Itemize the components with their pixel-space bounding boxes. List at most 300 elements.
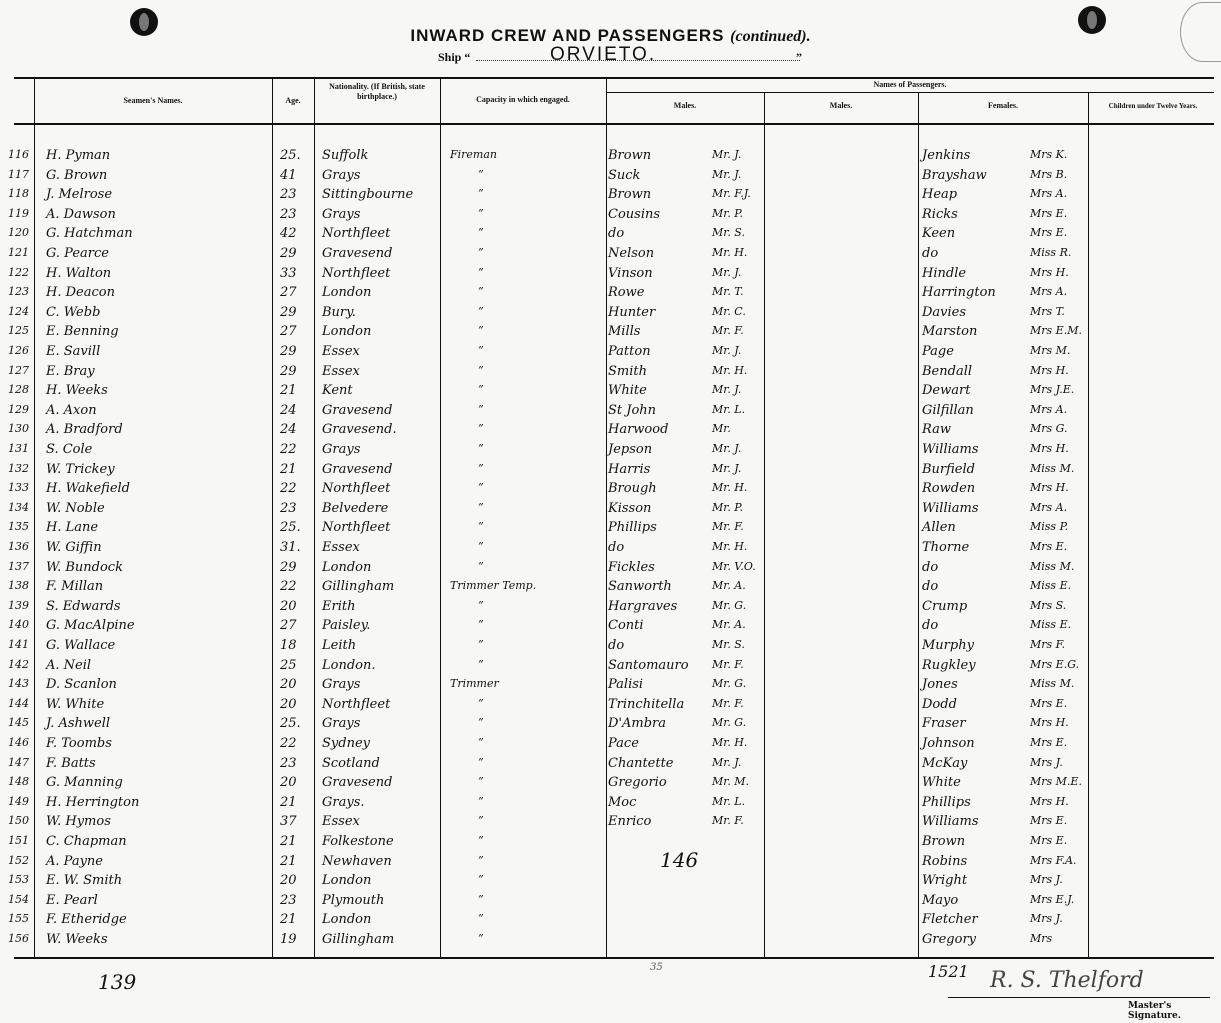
seaman-capacity: Trimmer Temp. [450,579,537,592]
seaman-capacity: ” [478,285,484,298]
seaman-name: W. Weeks [46,932,108,947]
row-number: 148 [8,775,29,788]
female-passenger-name: Jones [922,677,958,692]
master-signature: R. S. Thelford [990,968,1144,993]
row-number: 125 [8,324,29,337]
seaman-nationality: Belvedere [322,501,389,516]
seaman-name: W. Bundock [46,560,123,575]
female-passenger-title: Miss P. [1030,520,1069,533]
seaman-age: 41 [280,168,297,183]
col-rule-7 [918,93,919,958]
header-children: Children under Twelve Years. [1108,102,1198,110]
seaman-capacity: ” [478,246,484,259]
seaman-name: A. Axon [46,403,97,418]
male-passenger-name: Brown [608,187,652,202]
seaman-age: 23 [280,501,297,516]
col-rule-2 [272,78,273,958]
female-passenger-name: Ricks [922,207,958,222]
seaman-name: A. Neil [46,658,92,673]
seaman-age: 20 [280,599,297,614]
female-passenger-title: Mrs T. [1030,305,1065,318]
female-passenger-name: Bendall [922,364,973,379]
row-number: 149 [8,795,29,808]
female-passenger-title: Mrs M.E. [1030,775,1082,788]
female-passenger-name: Phillips [922,795,971,810]
female-passenger-title: Mrs H. [1030,442,1069,455]
seaman-name: G. Wallace [46,638,116,653]
male-passenger-title: Mr. J. [712,344,742,357]
seaman-age: 23 [280,187,297,202]
seaman-nationality: Gillingham [322,932,395,947]
row-number: 142 [8,658,29,671]
female-passenger-title: Mrs F.A. [1030,854,1077,867]
seaman-capacity: ” [478,716,484,729]
col-rule-1 [34,78,35,958]
col-rule-4 [440,78,441,958]
male-passenger-title: Mr. C. [712,305,746,318]
seaman-name: F. Batts [46,756,96,771]
female-passenger-name: Thorne [922,540,970,555]
female-passenger-name: Heap [922,187,958,202]
seaman-name: W. Noble [46,501,105,516]
male-passenger-name: Phillips [608,520,657,535]
passenger-header-rule [606,92,1214,93]
row-number: 140 [8,618,29,631]
seaman-age: 27 [280,324,297,339]
seaman-capacity: ” [478,795,484,808]
seaman-capacity: ” [478,344,484,357]
male-passenger-name: Brough [608,481,657,496]
female-passenger-title: Mrs A. [1030,501,1068,514]
seaman-nationality: Sittingbourne [322,187,414,202]
seaman-capacity: ” [478,324,484,337]
male-passenger-title: Mr. S. [712,638,745,651]
male-passenger-name: Patton [608,344,651,359]
male-passenger-title: Mr. G. [712,716,747,729]
female-passenger-title: Mrs E. [1030,226,1068,239]
seaman-nationality: Gravesend [322,403,393,418]
seaman-nationality: Bury. [322,305,356,320]
row-number: 129 [8,403,29,416]
male-passenger-name: Fickles [608,560,655,575]
seaman-name: W. Trickey [46,462,115,477]
row-number: 146 [8,736,29,749]
female-passenger-name: Williams [922,442,979,457]
female-passenger-title: Miss M. [1030,677,1075,690]
seaman-age: 21 [280,834,297,849]
seaman-age: 23 [280,756,297,771]
seaman-name: J. Ashwell [46,716,111,731]
header-females: Females. [988,101,1018,110]
male-passenger-title: Mr. H. [712,736,748,749]
seaman-name: D. Scanlon [46,677,117,692]
ship-name: ORVIETO. [550,44,657,65]
female-passenger-name: Brown [922,834,966,849]
row-number: 122 [8,266,29,279]
seaman-age: 20 [280,677,297,692]
male-passenger-name: Cousins [608,207,661,222]
seaman-nationality: Gravesend [322,775,393,790]
seaman-age: 25. [280,148,301,163]
seaman-name: A. Dawson [46,207,116,222]
seaman-age: 25 [280,658,297,673]
seaman-name: E. W. Smith [46,873,123,888]
female-passenger-title: Mrs E. [1030,207,1068,220]
seaman-age: 27 [280,285,297,300]
row-number: 126 [8,344,29,357]
col-rule-3 [314,78,315,958]
row-number: 150 [8,814,29,827]
male-passenger-title: Mr. [712,422,731,435]
male-passenger-title: Mr. P. [712,501,743,514]
seaman-capacity: ” [478,658,484,671]
female-passenger-title: Mrs A. [1030,187,1068,200]
female-passenger-name: Williams [922,501,979,516]
female-passenger-name: Raw [922,422,951,437]
col-rule-8 [1088,93,1089,958]
signature-line [948,997,1210,998]
header-bottom-rule [14,123,1214,125]
female-passenger-name: Marston [922,324,978,339]
seaman-capacity: ” [478,560,484,573]
male-passenger-name: Nelson [608,246,655,261]
female-passenger-name: Page [922,344,954,359]
female-passenger-name: Rugkley [922,658,976,673]
seaman-age: 22 [280,736,297,751]
female-passenger-title: Mrs K. [1030,148,1068,161]
seaman-nationality: London. [322,658,376,673]
seaman-nationality: Plymouth [322,893,385,908]
seaman-nationality: Grays [322,677,361,692]
seaman-name: H. Pyman [46,148,111,163]
seaman-nationality: Gravesend [322,462,393,477]
female-passenger-name: Hindle [922,266,967,281]
seaman-nationality: Newhaven [322,854,392,869]
seaman-age: 23 [280,207,297,222]
female-passenger-name: do [922,579,939,594]
header-names-of-passengers: Names of Passengers. [873,80,947,89]
seaman-age: 27 [280,618,297,633]
female-passenger-title: Mrs H. [1030,481,1069,494]
female-passenger-title: Mrs [1030,932,1053,945]
seaman-name: H. Herrington [46,795,140,810]
seaman-name: E. Bray [46,364,95,379]
male-passenger-name: Jepson [608,442,653,457]
male-passenger-name: Conti [608,618,644,633]
male-passenger-title: Mr. J. [712,168,742,181]
row-number: 128 [8,383,29,396]
female-passenger-title: Mrs H. [1030,716,1069,729]
header-males-2: Males. [829,101,853,110]
female-passenger-title: Mrs E.M. [1030,324,1082,337]
seaman-capacity: ” [478,736,484,749]
female-passenger-name: McKay [922,756,968,771]
seaman-capacity: ” [478,912,484,925]
female-passenger-name: Jenkins [922,148,971,163]
male-passenger-title: Mr. V.O. [712,560,756,573]
seaman-name: G. Manning [46,775,123,790]
seaman-nationality: Northfleet [322,226,391,241]
seaman-nationality: Scotland [322,756,380,771]
female-passenger-title: Mrs M. [1030,344,1071,357]
seaman-capacity: ” [478,266,484,279]
col-rule-6 [764,93,765,958]
seaman-nationality: London [322,285,372,300]
female-passenger-name: Keen [922,226,956,241]
male-passenger-title: Mr. J. [712,148,742,161]
seaman-name: G. Brown [46,168,108,183]
row-number: 139 [8,599,29,612]
male-passenger-title: Mr. A. [712,618,746,631]
row-number: 136 [8,540,29,553]
male-passenger-title: Mr. G. [712,599,747,612]
seaman-age: 21 [280,795,297,810]
female-passenger-name: Rowden [922,481,976,496]
seaman-name: W. Giffin [46,540,102,555]
row-number: 138 [8,579,29,592]
female-passenger-title: Mrs H. [1030,364,1069,377]
seaman-age: 24 [280,403,297,418]
seaman-nationality: Essex [322,814,360,829]
male-passenger-name: Pace [608,736,639,751]
row-number: 131 [8,442,29,455]
seaman-capacity: ” [478,422,484,435]
header-capacity: Capacity in which engaged. [476,95,570,104]
male-passenger-title: Mr. H. [712,540,748,553]
seaman-nationality: Northfleet [322,481,391,496]
seaman-age: 42 [280,226,297,241]
seaman-capacity: ” [478,520,484,533]
seaman-nationality: Grays [322,716,361,731]
seaman-nationality: Grays. [322,795,365,810]
seaman-name: A. Payne [46,854,103,869]
male-passenger-title: Mr. S. [712,226,745,239]
seaman-age: 20 [280,775,297,790]
row-number: 155 [8,912,29,925]
male-passenger-title: Mr. J. [712,442,742,455]
seaman-nationality: Suffolk [322,148,369,163]
male-passenger-title: Mr. H. [712,246,748,259]
seaman-capacity: ” [478,775,484,788]
seaman-age: 21 [280,383,297,398]
male-passenger-name: Palisi [608,677,644,692]
seaman-age: 29 [280,344,297,359]
seaman-nationality: Grays [322,442,361,457]
seaman-capacity: ” [478,364,484,377]
female-passenger-title: Mrs E. [1030,814,1068,827]
row-number: 133 [8,481,29,494]
seaman-age: 25. [280,520,301,535]
seaman-capacity: ” [478,932,484,945]
male-passenger-name: Moc [608,795,637,810]
header-age: Age. [285,96,301,105]
seaman-nationality: Northfleet [322,697,391,712]
seaman-age: 21 [280,854,297,869]
female-passenger-title: Mrs J. [1030,873,1063,886]
seaman-age: 29 [280,246,297,261]
row-number: 124 [8,305,29,318]
male-passenger-name: Hunter [608,305,656,320]
row-number: 152 [8,854,29,867]
row-number: 135 [8,520,29,533]
male-passenger-title: Mr. H. [712,364,748,377]
seaman-name: H. Lane [46,520,99,535]
seaman-name: G. Pearce [46,246,109,261]
female-passenger-title: Mrs E.J. [1030,893,1075,906]
row-number: 145 [8,716,29,729]
female-passenger-name: Williams [922,814,979,829]
ship-close-quote: ” [796,50,802,64]
female-passenger-name: Wright [922,873,968,888]
row-number: 123 [8,285,29,298]
female-passenger-name: do [922,618,939,633]
seaman-age: 20 [280,697,297,712]
male-passenger-title: Mr. F. [712,324,744,337]
seaman-name: E. Benning [46,324,119,339]
female-passenger-title: Mrs S. [1030,599,1067,612]
seaman-age: 21 [280,912,297,927]
female-passenger-title: Mrs A. [1030,403,1068,416]
male-passenger-name: Rowe [608,285,645,300]
seaman-capacity: ” [478,383,484,396]
male-passenger-title: Mr. T. [712,285,744,298]
seaman-capacity: ” [478,501,484,514]
seaman-nationality: London [322,873,372,888]
male-passenger-title: Mr. F. [712,520,744,533]
female-passenger-title: Miss R. [1030,246,1072,259]
male-passenger-title: Mr. M. [712,775,750,788]
seaman-nationality: Northfleet [322,266,391,281]
seaman-capacity: ” [478,599,484,612]
seaman-age: 29 [280,364,297,379]
female-passenger-name: Murphy [922,638,974,653]
male-passenger-name: Enrico [608,814,652,829]
male-passenger-title: Mr. F.J. [712,187,751,200]
seaman-name: G. MacAlpine [46,618,135,633]
male-passenger-title: Mr. J. [712,266,742,279]
seaman-capacity: ” [478,834,484,847]
header-males-1: Males. [673,101,697,110]
seaman-name: W. White [46,697,105,712]
margin-note: 146 [660,848,699,872]
female-passenger-name: Dodd [922,697,957,712]
seaman-nationality: Kent [322,383,353,398]
male-passenger-name: do [608,638,625,653]
seaman-capacity: ” [478,814,484,827]
seaman-capacity: ” [478,481,484,494]
seaman-name: C. Webb [46,305,101,320]
seaman-age: 23 [280,893,297,908]
seaman-nationality: Gravesend [322,246,393,261]
seaman-nationality: Gillingham [322,579,395,594]
male-passenger-name: Trinchitella [608,697,685,712]
seaman-name: A. Bradford [46,422,123,437]
female-passenger-title: Mrs H. [1030,795,1069,808]
row-number: 118 [8,187,29,200]
male-passenger-title: Mr. L. [712,403,746,416]
male-passenger-title: Mr. J. [712,383,742,396]
female-passenger-name: Davies [922,305,967,320]
table-top-rule [14,77,1214,79]
male-passenger-title: Mr. F. [712,814,744,827]
row-number: 130 [8,422,29,435]
seaman-name: H. Wakefield [46,481,130,496]
male-passenger-title: Mr. G. [712,677,747,690]
row-number: 121 [8,246,29,259]
row-number: 134 [8,501,29,514]
seaman-nationality: Paisley. [322,618,371,633]
female-passenger-name: do [922,560,939,575]
seaman-name: W. Hymos [46,814,111,829]
seaman-name: G. Hatchman [46,226,133,241]
row-number: 119 [8,207,29,220]
male-passenger-name: Hargraves [608,599,678,614]
female-passenger-name: Mayo [922,893,959,908]
signature-label: Master's Signature. [1128,1001,1181,1021]
seaman-nationality: London [322,324,372,339]
female-passenger-title: Miss M. [1030,462,1075,475]
seaman-nationality: London [322,560,372,575]
female-passenger-title: Mrs E. [1030,697,1068,710]
row-number: 132 [8,462,29,475]
seaman-age: 31. [280,540,301,555]
seaman-age: 25. [280,716,301,731]
female-passenger-name: Dewart [922,383,971,398]
seaman-capacity: ” [478,618,484,631]
col-rule-5 [606,78,607,958]
seaman-nationality: Leith [322,638,357,653]
seaman-name: F. Millan [46,579,104,594]
seaman-capacity: ” [478,187,484,200]
seaman-name: J. Melrose [46,187,113,202]
row-number: 137 [8,560,29,573]
seaman-nationality: Grays [322,168,361,183]
seaman-nationality: London [322,912,372,927]
seaman-age: 21 [280,462,297,477]
row-number: 120 [8,226,29,239]
seaman-name: S. Cole [46,442,93,457]
seaman-capacity: ” [478,540,484,553]
female-passenger-title: Mrs E. [1030,540,1068,553]
female-passenger-title: Mrs E.G. [1030,658,1080,671]
seaman-capacity: Fireman [450,148,497,161]
female-passenger-title: Mrs G. [1030,422,1068,435]
seaman-capacity: ” [478,854,484,867]
seaman-capacity: ” [478,168,484,181]
female-passenger-title: Mrs J.E. [1030,383,1075,396]
male-passenger-name: do [608,540,625,555]
male-passenger-name: Mills [608,324,641,339]
female-passenger-name: Harrington [922,285,996,300]
seaman-name: F. Toombs [46,736,112,751]
male-passenger-title: Mr. F. [712,658,744,671]
seaman-capacity: ” [478,756,484,769]
row-number: 154 [8,893,29,906]
seaman-capacity: ” [478,305,484,318]
male-passenger-name: Harris [608,462,651,477]
seaman-capacity: ” [478,873,484,886]
male-passenger-title: Mr. A. [712,579,746,592]
female-passenger-name: do [922,246,939,261]
seaman-capacity: ” [478,638,484,651]
footer-left-number: 139 [98,970,137,994]
male-passenger-name: D'Ambra [608,716,666,731]
seaman-name: H. Weeks [46,383,108,398]
female-passenger-title: Mrs A. [1030,285,1068,298]
seaman-capacity: Trimmer [450,677,499,690]
female-passenger-title: Mrs J. [1030,756,1063,769]
row-number: 127 [8,364,29,377]
